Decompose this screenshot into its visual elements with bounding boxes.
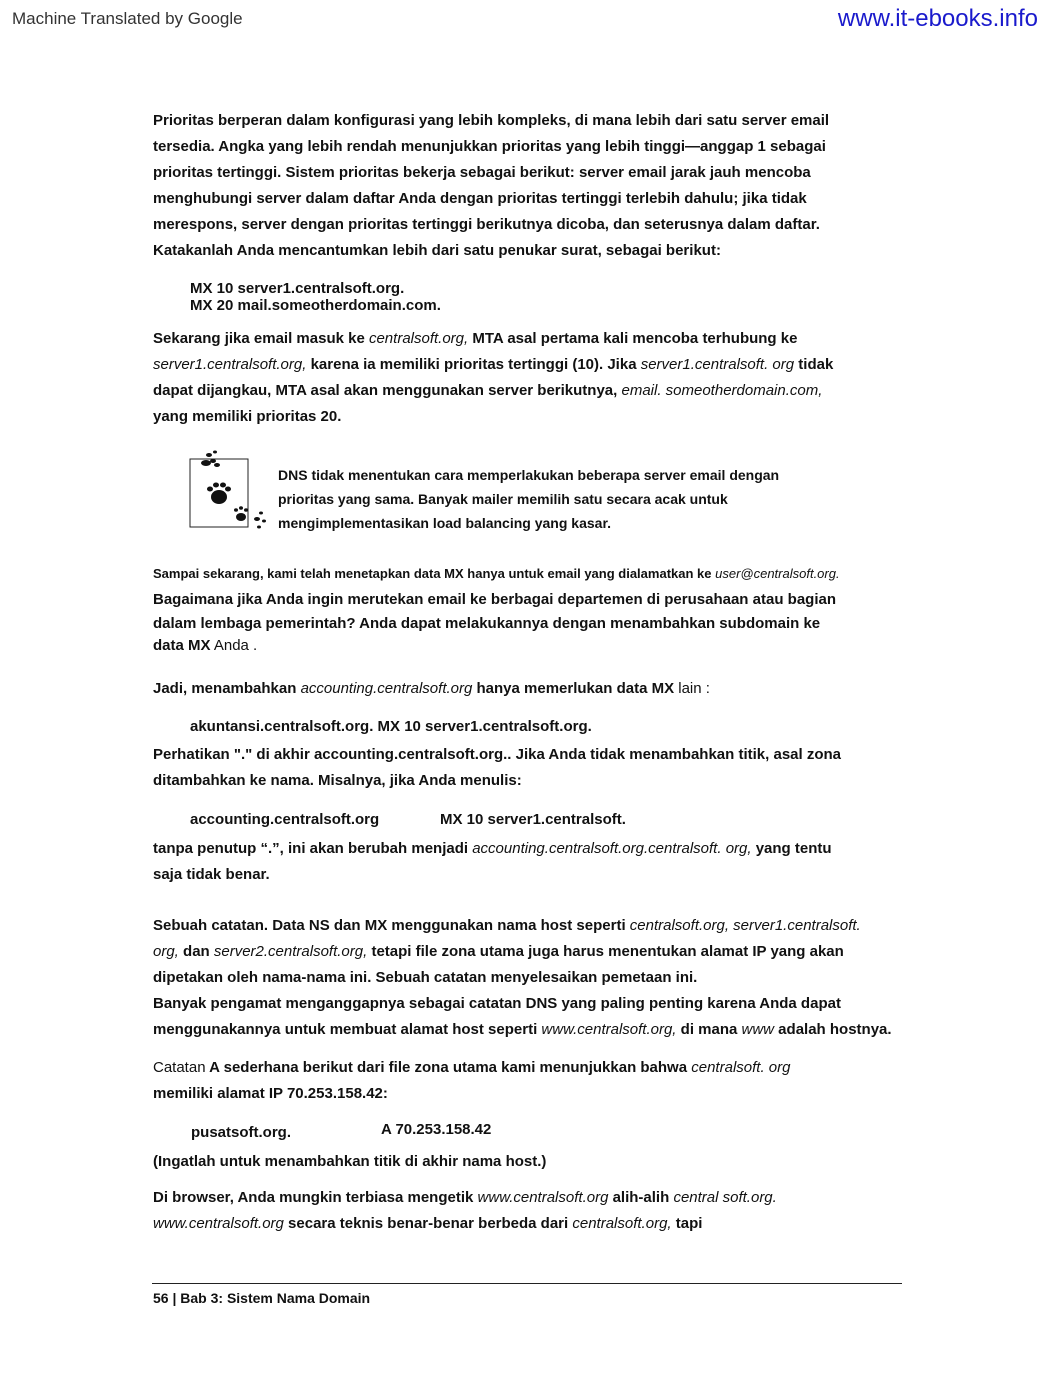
text-line: Catatan A sederhana berikut dari file zona utama kami menunjukkan bahwa centralsoft. org (153, 1059, 791, 1076)
text-line: prioritas tertinggi. Sistem prioritas bekerja sebagai berikut: server email jarak jauh mencoba (153, 164, 811, 181)
code-line: MX 10 server1.centralsoft.org. (190, 280, 405, 297)
paragraph-reminder: (Ingatlah untuk menambahkan titik di akhir nama host.) (153, 1153, 547, 1170)
text-line: Jadi, menambahkan accounting.centralsoft.org hanya memerlukan data MX lain : (153, 680, 710, 697)
text-line: Di browser, Anda mungkin terbiasa mengetik www.centralsoft.org alih-alih central soft.org. (153, 1189, 777, 1206)
bear-tracks-note-icon (189, 447, 269, 535)
text-line: data MX Anda . (153, 637, 258, 654)
paragraph-mta (153, 326, 943, 430)
text-line: DNS tidak menentukan cara memperlakukan beberapa server email dengan (278, 467, 780, 483)
text-line: dapat dijangkau, MTA asal akan menggunakan server berikutnya, email. someotherdomain.com, (153, 382, 823, 399)
text-line: Bagaimana jika Anda ingin merutekan email ke berbagai departemen di perusahaan atau bagian (153, 591, 836, 608)
paragraph-priority (153, 108, 943, 264)
text-line: saja tidak benar. (153, 866, 270, 883)
text-line: menggunakannya untuk membuat alamat host seperti www.centralsoft.org, di mana www adalah hostnya. (153, 1021, 892, 1038)
code-block-mx (190, 280, 441, 314)
text-line: tanpa penutup “.”, ini akan berubah menjadi accounting.centralsoft.org.centralsoft. org, yang tentu (153, 840, 832, 857)
text-line: Banyak pengamat menganggapnya sebagai catatan DNS yang paling penting karena Anda dapat (153, 995, 841, 1012)
text-line: www.centralsoft.org secara teknis benar-benar berbeda dari centralsoft.org, tapi (153, 1215, 703, 1232)
text-line: tersedia. Angka yang lebih rendah menunjukkan prioritas yang lebih tinggi—anggap 1 sebagai (153, 138, 826, 155)
text-line: merespons, server dengan prioritas tertinggi berikutnya dicoba, dan seterusnya dalam daftar. (153, 216, 820, 233)
text-line: Sebuah catatan. Data NS dan MX menggunakan nama host seperti centralsoft.org, server1.centralsoft. (153, 917, 861, 934)
paragraph-trailing-dot (153, 742, 943, 794)
code-name: accounting.centralsoft.org (190, 811, 380, 828)
page-footer: 56 | Bab 3: Sistem Nama Domain (153, 1290, 371, 1306)
paragraph-ip (153, 1055, 943, 1107)
text-line: prioritas yang sama. Banyak mailer memilih satu secara acak untuk (278, 491, 728, 507)
text-line: Katakanlah Anda mencantumkan lebih dari satu penukar surat, sebagai berikut: (153, 242, 721, 259)
text-line: dipetakan oleh nama-nama ini. Sebuah catatan menyelesaikan pemetaan ini. (153, 969, 698, 986)
paragraph-accounting (153, 676, 943, 702)
code-name: pusatsoft.org. (191, 1124, 291, 1141)
text-line: org, dan server2.centralsoft.org, tetapi file zona utama juga harus menentukan alamat IP yang akan (153, 943, 844, 960)
code-record: A 70.253.158.42 (381, 1121, 492, 1138)
text-line: server1.centralsoft.org, karena ia memiliki prioritas tertinggi (10). Jika server1.centralsoft. org tidak (153, 356, 834, 373)
translation-banner: Machine Translated by Google (12, 9, 243, 28)
text-line: Sampai sekarang, kami telah menetapkan data MX hanya untuk email yang dialamatkan ke user@centralsoft.org. (153, 566, 840, 581)
text-line: yang memiliki prioritas 20. (153, 408, 342, 425)
site-link[interactable]: www.it-ebooks.info (837, 5, 1038, 32)
text-line: Prioritas berperan dalam konfigurasi yang lebih kompleks, di mana lebih dari satu server email (153, 112, 830, 129)
text-line: Sekarang jika email masuk ke centralsoft.org, MTA asal pertama kali mencoba terhubung ke (153, 330, 798, 347)
text-line: ditambahkan ke nama. Misalnya, jika Anda menulis: (153, 772, 522, 789)
text-line: dalam lembaga pemerintah? Anda dapat melakukannya dengan menambahkan subdomain ke (153, 615, 821, 632)
text-line: memiliki alamat IP 70.253.158.42: (153, 1085, 388, 1102)
text-line: menghubungi server dalam daftar Anda dengan prioritas tertinggi terlebih dahulu; jika tidak (153, 190, 807, 207)
paragraph-no-dot (153, 836, 943, 888)
footer-rule (152, 1283, 902, 1284)
code-line-accounting (190, 811, 690, 828)
code-line-a-record (190, 1123, 590, 1143)
paragraph-subdomain (153, 561, 943, 657)
code-line: MX 20 mail.someotherdomain.com. (190, 297, 441, 314)
text-line: mengimplementasikan load balancing yang kasar. (278, 515, 612, 531)
paragraph-a-record (153, 913, 963, 1043)
text-line: Perhatikan "." di akhir accounting.centralsoft.org.. Jika Anda tidak menambahkan titik, asal zona (153, 746, 842, 763)
note-text (278, 463, 848, 535)
code-record: MX 10 server1.centralsoft. (440, 811, 626, 828)
paragraph-browser (153, 1185, 943, 1237)
code-line-akuntansi: akuntansi.centralsoft.org. MX 10 server1.centralsoft.org. (190, 718, 592, 735)
